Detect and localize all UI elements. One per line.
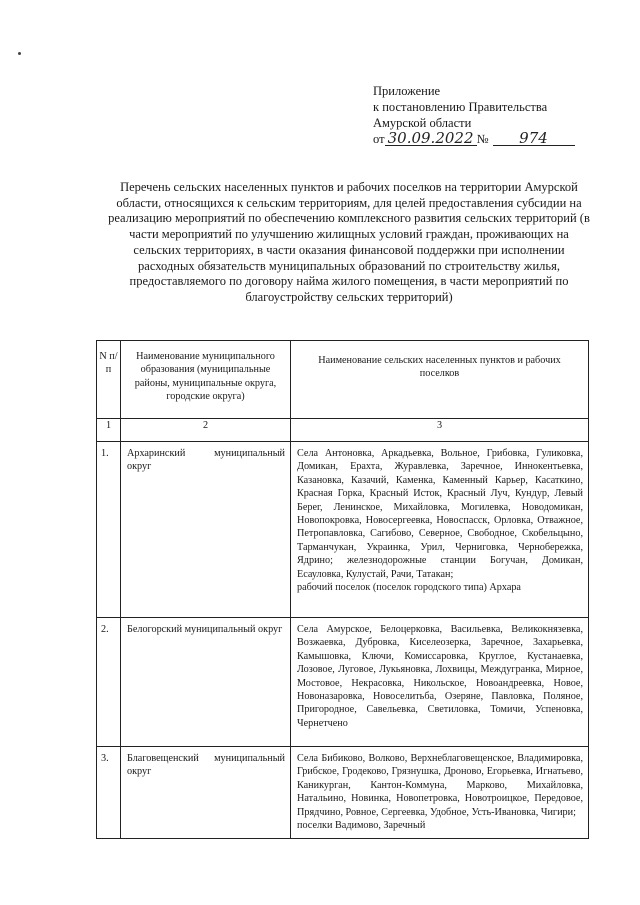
row-number: 1. [97,442,121,618]
settlements-cell [291,618,589,747]
appendix-line-3: Амурской области [373,116,472,130]
column-number: 3 [291,419,589,442]
table-row [97,442,589,618]
number-label: № [476,132,489,146]
header-num: N п/п [97,341,121,419]
settlements-list: Села Бибиково, Волково, Верхнеблаговещенское, Владимировка, Грибское, Гродеково, Грязнушка, Дроново, Егорьевка, Игнатьево, Каникурган, Кантон-Коммуна, Марково, Михайловка, Натальино, Новинка, Новопетровка, Новотроицкое, Передовое, Прядчино, Ровное, Сергеевка, Удобное, Усть-Ивановка, Чигири; [297,753,583,818]
header-settlements: Наименование сельских населенных пунктов и рабочих поселков [291,341,589,419]
table-header-row [97,341,589,419]
appendix-block [373,83,575,147]
table-row [97,618,589,747]
header-municipality: Наименование муниципального образования (муниципальные районы, муниципальные округа, городские округа) [121,341,291,419]
settlements-list: Села Амурское, Белоцерковка, Васильевка, Великокнязевка, Возжаевка, Дубровка, Киселеозерка, Заречное, Захарьевка, Камышовка, Ключи, Комиссаровка, Круглое, Кустанаевка, Лозовое, Луговое, Лукьяновка, Лохвицы, Междугранка, Мирное, Мостовое, Некрасовка, Никольское, Новоандреевка, Новое, Новоназаровка, Новоселитьба, Озеряне, Павловка, Поляное, Пригородное, Савельевка, Светиловка, Томичи, Успеновка, Чернетчено [297,624,583,729]
table-row [97,747,589,839]
settlements-extra: рабочий поселок (поселок городского типа) Архара [297,582,521,594]
municipality-name: Белогорский муниципальный округ [121,618,291,747]
municipality-name: Архаринский муниципальный округ [121,442,291,618]
row-number: 3. [97,747,121,839]
settlements-table [96,340,589,839]
column-number: 1 [97,419,121,442]
municipality-name: Благовещенский муниципальный округ [121,747,291,839]
settlements-cell [291,747,589,839]
settlements-list: Села Антоновка, Аркадьевка, Вольное, Грибовка, Гуликовка, Домикан, Ерахта, Журавлевка, Заречное, Иннокентьевка, Казановка, Казачий, Каменка, Каменный Карьер, Касаткино, Красная Горка, Красный Исток, Красный Луч, Кундур, Левый Берег, Ленинское, Михайловка, Могилевка, Новодомикан, Новопокровка, Новосергеевка, Новоспасск, Орловка, Отважное, Петропавловка, Сагибово, Северное, Свободное, Скобельцыно, Тарманчукан, Украинка, Урил, Черниговка, Чернобережка, Ядрино; железнодорожные станции Богучан, Домикан, Есауловка, Кулустай, Рачи, Татакан; [297,448,583,580]
row-number: 2. [97,618,121,747]
handwritten-date: 30.09.2022 [385,132,477,146]
from-label: от [373,132,385,146]
appendix-line-1: Приложение [373,84,441,98]
appendix-date-line [373,131,575,147]
settlements-extra: поселки Вадимово, Заречный [297,820,426,832]
handwritten-number: 974 [493,132,575,146]
appendix-line-2: к постановлению Правительства [373,100,548,114]
settlements-cell [291,442,589,618]
column-number-row [97,419,589,442]
document-title: Перечень сельских населенных пунктов и рабочих поселков на территории Амурской области, относящихся к сельским территориям, для целей предоставления субсидии на реализацию мероприятий по обеспечению комплексного развития сельских территорий (в части мероприятий по улучшению жилищных условий граждан, проживающих на сельских территориях, в части оказания финансовой поддержки при исполнении расходных обязательств муниципальных образований по строительству жилья, предоставляемого по договору найма жилого помещения, в части мероприятий по благоустройству сельских территорий) [108,180,590,304]
column-number: 2 [121,419,291,442]
scan-speck [18,52,21,55]
